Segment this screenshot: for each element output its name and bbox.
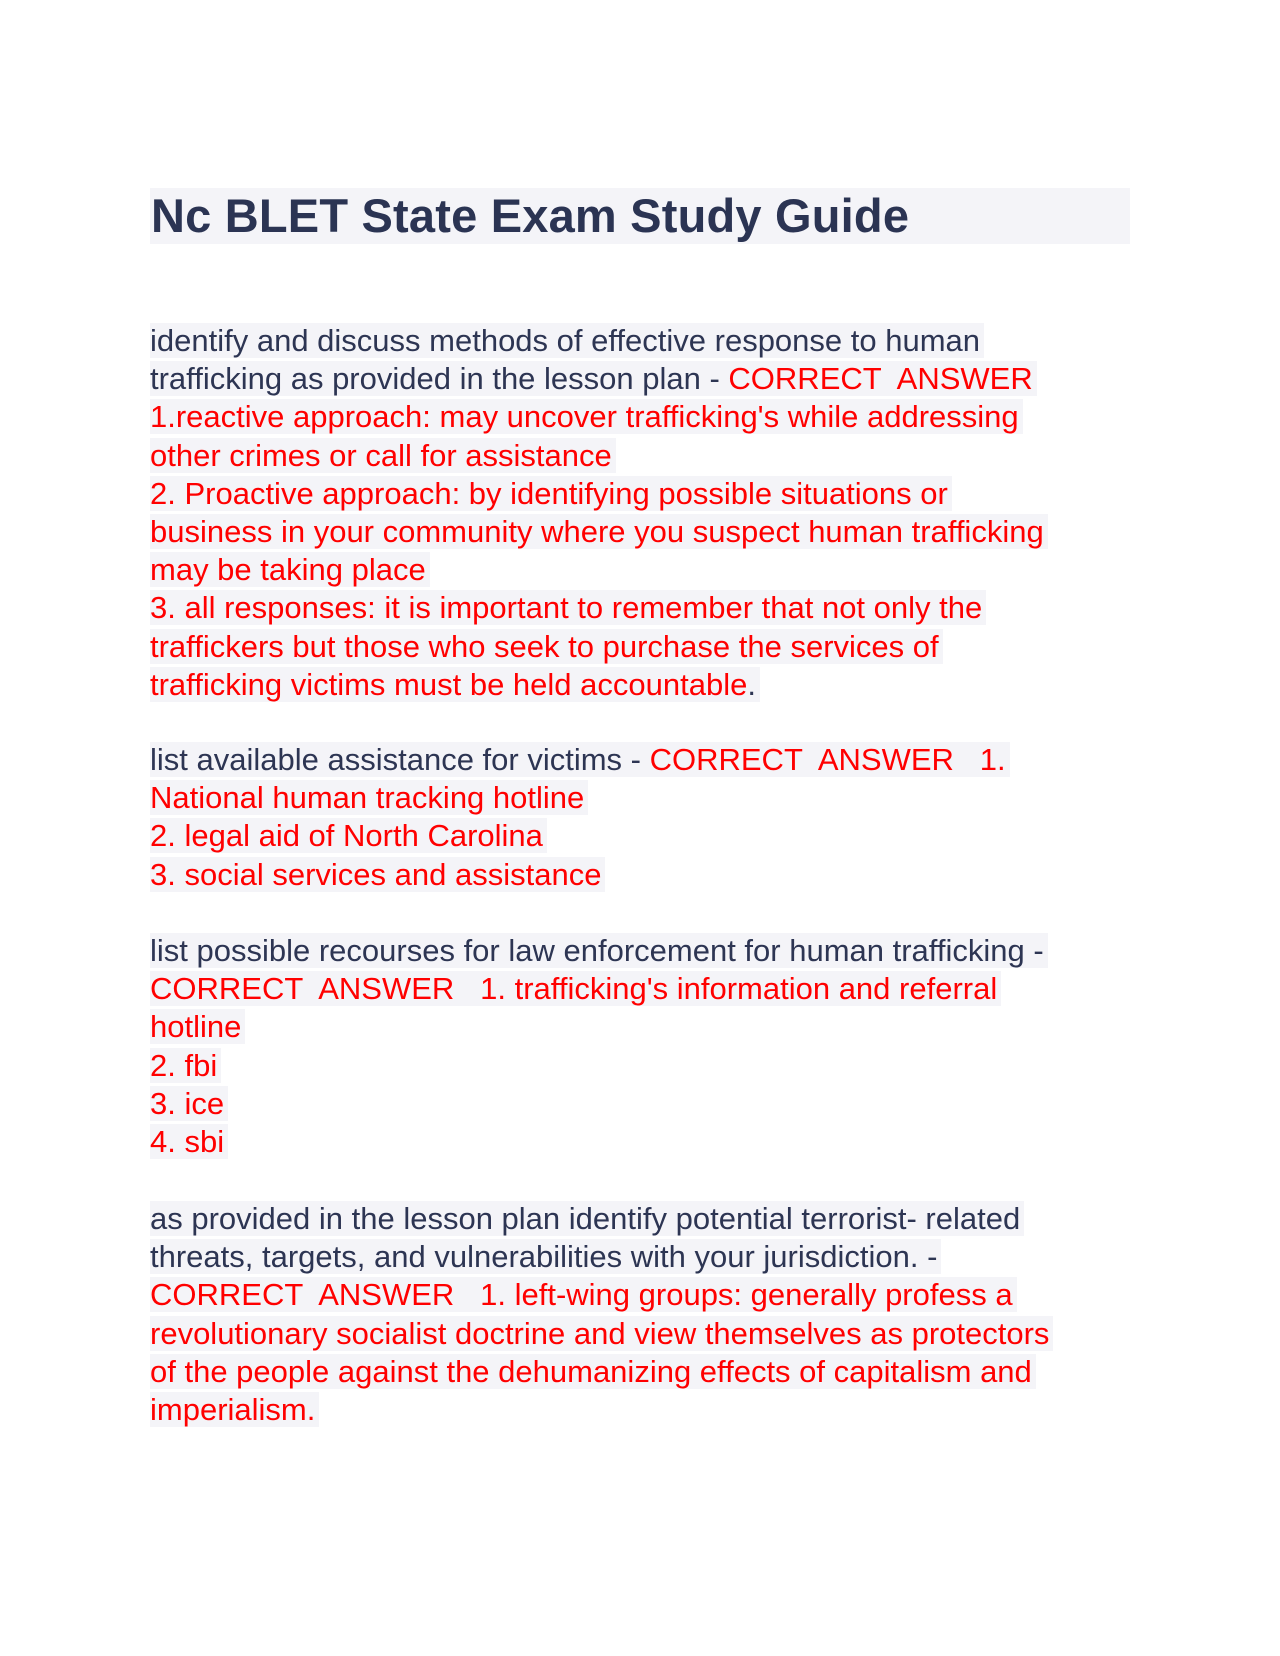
line-highlight xyxy=(150,1239,941,1274)
text-line xyxy=(150,741,1010,779)
text-line xyxy=(150,551,1048,589)
answer-text: 3. all responses: it is important to remember that not only the xyxy=(150,590,983,626)
text-line xyxy=(150,1276,1053,1314)
text-line xyxy=(150,1391,1053,1429)
answer-text: other crimes or call for assistance xyxy=(150,437,612,473)
question-text: threats, targets, and vulnerabilities with your jurisdiction. - xyxy=(150,1239,938,1275)
line-highlight xyxy=(150,323,984,358)
answer-text: traffickers but those who seek to purchase the services of xyxy=(150,628,939,664)
text-line xyxy=(150,1353,1053,1391)
answer-text: CORRECT ANSWER 1. xyxy=(649,742,1006,777)
line-highlight xyxy=(150,399,1023,434)
text-line xyxy=(150,932,1048,970)
line-highlight xyxy=(150,742,1010,777)
text-line xyxy=(150,1315,1053,1353)
answer-text: 3. social services and assistance xyxy=(150,856,602,892)
text-line xyxy=(150,475,1048,513)
line-highlight xyxy=(150,361,1037,396)
text-line xyxy=(150,437,1048,475)
answer-text: CORRECT ANSWER xyxy=(728,361,1033,397)
line-highlight xyxy=(150,514,1048,549)
line-highlight xyxy=(150,590,986,625)
line-highlight xyxy=(150,1277,1017,1312)
line-highlight xyxy=(150,1086,228,1121)
text-line xyxy=(150,513,1048,551)
text-line xyxy=(150,1238,1053,1276)
answer-text: National human tracking hotline xyxy=(150,780,585,816)
text-line xyxy=(150,666,1048,704)
answer-text: 2. fbi xyxy=(150,1047,218,1083)
line-highlight xyxy=(150,629,943,664)
text-line xyxy=(150,1123,1048,1161)
question-text: as provided in the lesson plan identify potential terrorist- related xyxy=(150,1201,1021,1236)
line-highlight xyxy=(150,476,952,511)
answer-text: imperialism. xyxy=(150,1392,316,1428)
qa-block xyxy=(150,932,1048,1161)
line-highlight xyxy=(150,1354,1036,1389)
line-highlight xyxy=(150,780,588,815)
text-line xyxy=(150,628,1048,666)
text-line xyxy=(150,817,1010,855)
line-highlight xyxy=(150,552,430,587)
text-line xyxy=(150,1008,1048,1046)
line-highlight xyxy=(150,818,547,853)
question-text: . xyxy=(747,666,756,702)
text-line xyxy=(150,398,1048,436)
answer-text: 4. sbi xyxy=(150,1124,225,1160)
text-line xyxy=(150,970,1048,1008)
text-line xyxy=(150,360,1048,398)
line-highlight xyxy=(150,1316,1053,1351)
line-highlight xyxy=(150,933,1048,968)
line-highlight xyxy=(150,1201,1024,1236)
question-text: list available assistance for victims - xyxy=(150,742,650,777)
answer-text: may be taking place xyxy=(150,552,426,588)
text-line xyxy=(150,779,1010,817)
text-line xyxy=(150,589,1048,627)
answer-text: 2. Proactive approach: by identifying possible situations or xyxy=(150,475,948,511)
text-line xyxy=(150,1200,1053,1238)
answer-text: CORRECT ANSWER 1. trafficking's information and referral xyxy=(150,971,998,1007)
text-line xyxy=(150,1085,1048,1123)
answer-text: 3. ice xyxy=(150,1085,225,1121)
title-band xyxy=(150,188,1130,244)
answer-text: 1.reactive approach: may uncover trafficking's while addressing xyxy=(150,399,1019,435)
answer-text: trafficking victims must be held accountable xyxy=(150,666,748,702)
line-highlight xyxy=(150,1392,319,1427)
answer-text: 2. legal aid of North Carolina xyxy=(150,818,543,854)
text-line xyxy=(150,322,1048,360)
answer-text: CORRECT ANSWER 1. left-wing groups: generally profess a xyxy=(150,1277,1013,1313)
answer-text: revolutionary socialist doctrine and view themselves as protectors xyxy=(150,1315,1050,1351)
qa-block xyxy=(150,741,1010,894)
line-highlight xyxy=(150,857,605,892)
line-highlight xyxy=(150,971,1001,1006)
line-highlight xyxy=(150,667,760,702)
answer-text: hotline xyxy=(150,1009,242,1045)
line-highlight xyxy=(150,438,616,473)
text-line xyxy=(150,856,1010,894)
answer-text: business in your community where you suspect human trafficking xyxy=(150,514,1044,550)
question-text: trafficking as provided in the lesson plan - xyxy=(150,361,729,397)
line-highlight xyxy=(150,1009,245,1044)
document-page xyxy=(150,188,1130,1428)
answer-text: of the people against the dehumanizing effects of capitalism and xyxy=(150,1353,1032,1389)
line-highlight xyxy=(150,1124,228,1159)
question-text: list possible recourses for law enforcement for human trafficking - xyxy=(150,933,1044,968)
text-line xyxy=(150,1047,1048,1085)
qa-block xyxy=(150,1200,1053,1429)
qa-block xyxy=(150,322,1048,704)
page-title: Nc BLET State Exam Study Guide xyxy=(151,189,910,242)
question-text: identify and discuss methods of effective response to human xyxy=(150,323,981,358)
line-highlight xyxy=(150,1048,221,1083)
